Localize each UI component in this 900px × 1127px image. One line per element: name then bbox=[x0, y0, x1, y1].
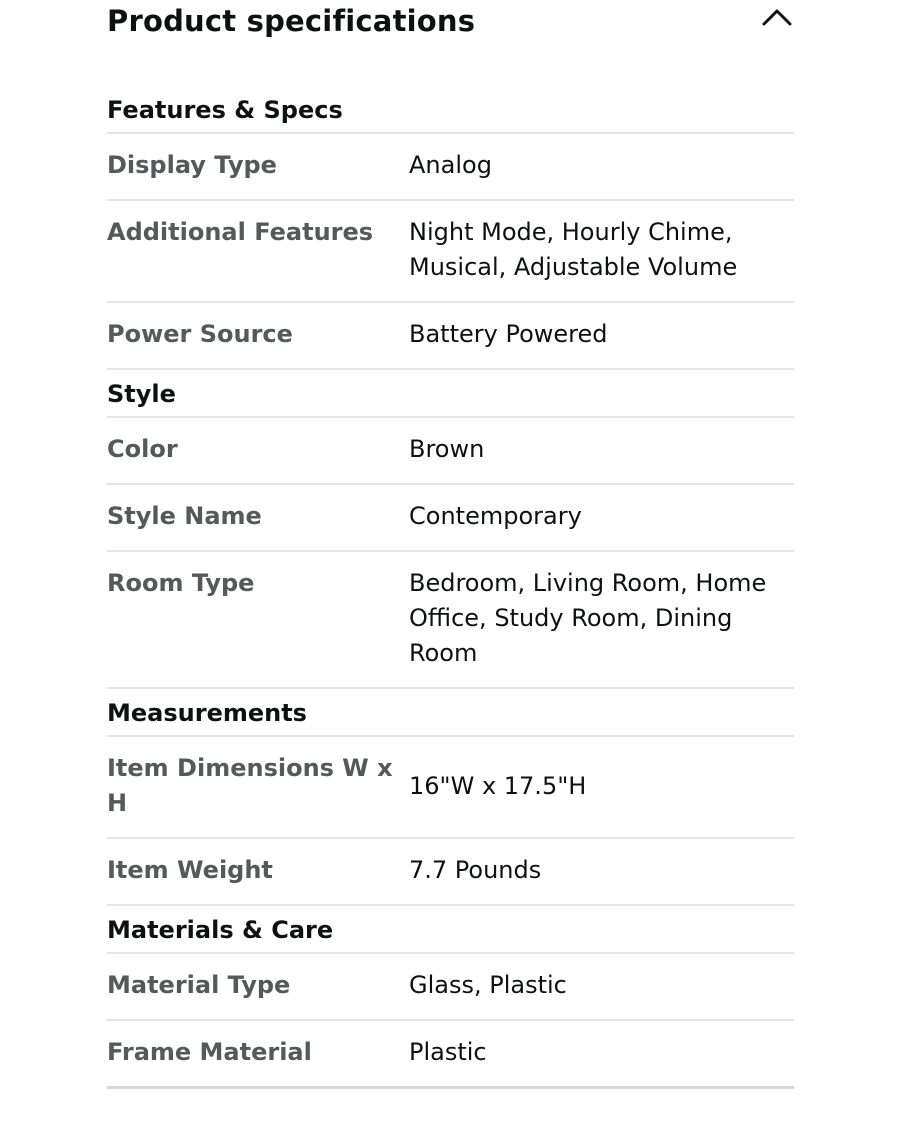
spec-row-power-source bbox=[107, 303, 794, 370]
spec-value: 16"W x 17.5"H bbox=[409, 772, 587, 800]
spec-label: Display Type bbox=[107, 151, 277, 179]
spec-row-color bbox=[107, 418, 794, 485]
spec-row-style-name bbox=[107, 485, 794, 552]
section-heading-features-specs: Features & Specs bbox=[107, 86, 794, 134]
spec-value: Night Mode, Hourly Chime, Musical, Adjustable Volume bbox=[409, 218, 738, 281]
spec-value: Analog bbox=[409, 151, 492, 179]
spec-label: Frame Material bbox=[107, 1038, 312, 1066]
spec-value: 7.7 Pounds bbox=[409, 856, 542, 884]
spec-label: Additional Features bbox=[107, 218, 374, 246]
spec-label: Material Type bbox=[107, 971, 291, 999]
spec-value: Contemporary bbox=[409, 502, 582, 530]
spec-row-item-dimensions bbox=[107, 737, 794, 839]
specifications-title: Product specifications bbox=[107, 4, 476, 38]
spec-row-frame-material bbox=[107, 1021, 794, 1089]
spec-row-item-weight bbox=[107, 839, 794, 906]
spec-row-additional-features bbox=[107, 201, 794, 303]
spec-value: Bedroom, Living Room, Home Office, Study Room, Dining Room bbox=[409, 569, 767, 667]
spec-label: Style Name bbox=[107, 502, 262, 530]
spec-value: Brown bbox=[409, 435, 485, 463]
spec-row-material-type bbox=[107, 954, 794, 1021]
spec-value: Plastic bbox=[409, 1038, 487, 1066]
spec-label: Room Type bbox=[107, 569, 255, 597]
section-heading-style: Style bbox=[107, 370, 794, 418]
collapse-button[interactable] bbox=[759, 2, 795, 32]
chevron-up-icon bbox=[759, 2, 795, 32]
spec-row-display-type bbox=[107, 134, 794, 201]
spec-value: Battery Powered bbox=[409, 320, 608, 348]
spec-row-room-type bbox=[107, 552, 794, 689]
section-heading-measurements: Measurements bbox=[107, 689, 794, 737]
spec-value: Glass, Plastic bbox=[409, 971, 567, 999]
specifications-content bbox=[107, 86, 794, 1089]
spec-label: Item Weight bbox=[107, 856, 273, 884]
spec-label: Color bbox=[107, 435, 178, 463]
specifications-header[interactable] bbox=[107, 0, 795, 44]
spec-label: Item Dimensions W x H bbox=[107, 754, 393, 817]
section-heading-materials-care: Materials & Care bbox=[107, 906, 794, 954]
spec-label: Power Source bbox=[107, 320, 293, 348]
